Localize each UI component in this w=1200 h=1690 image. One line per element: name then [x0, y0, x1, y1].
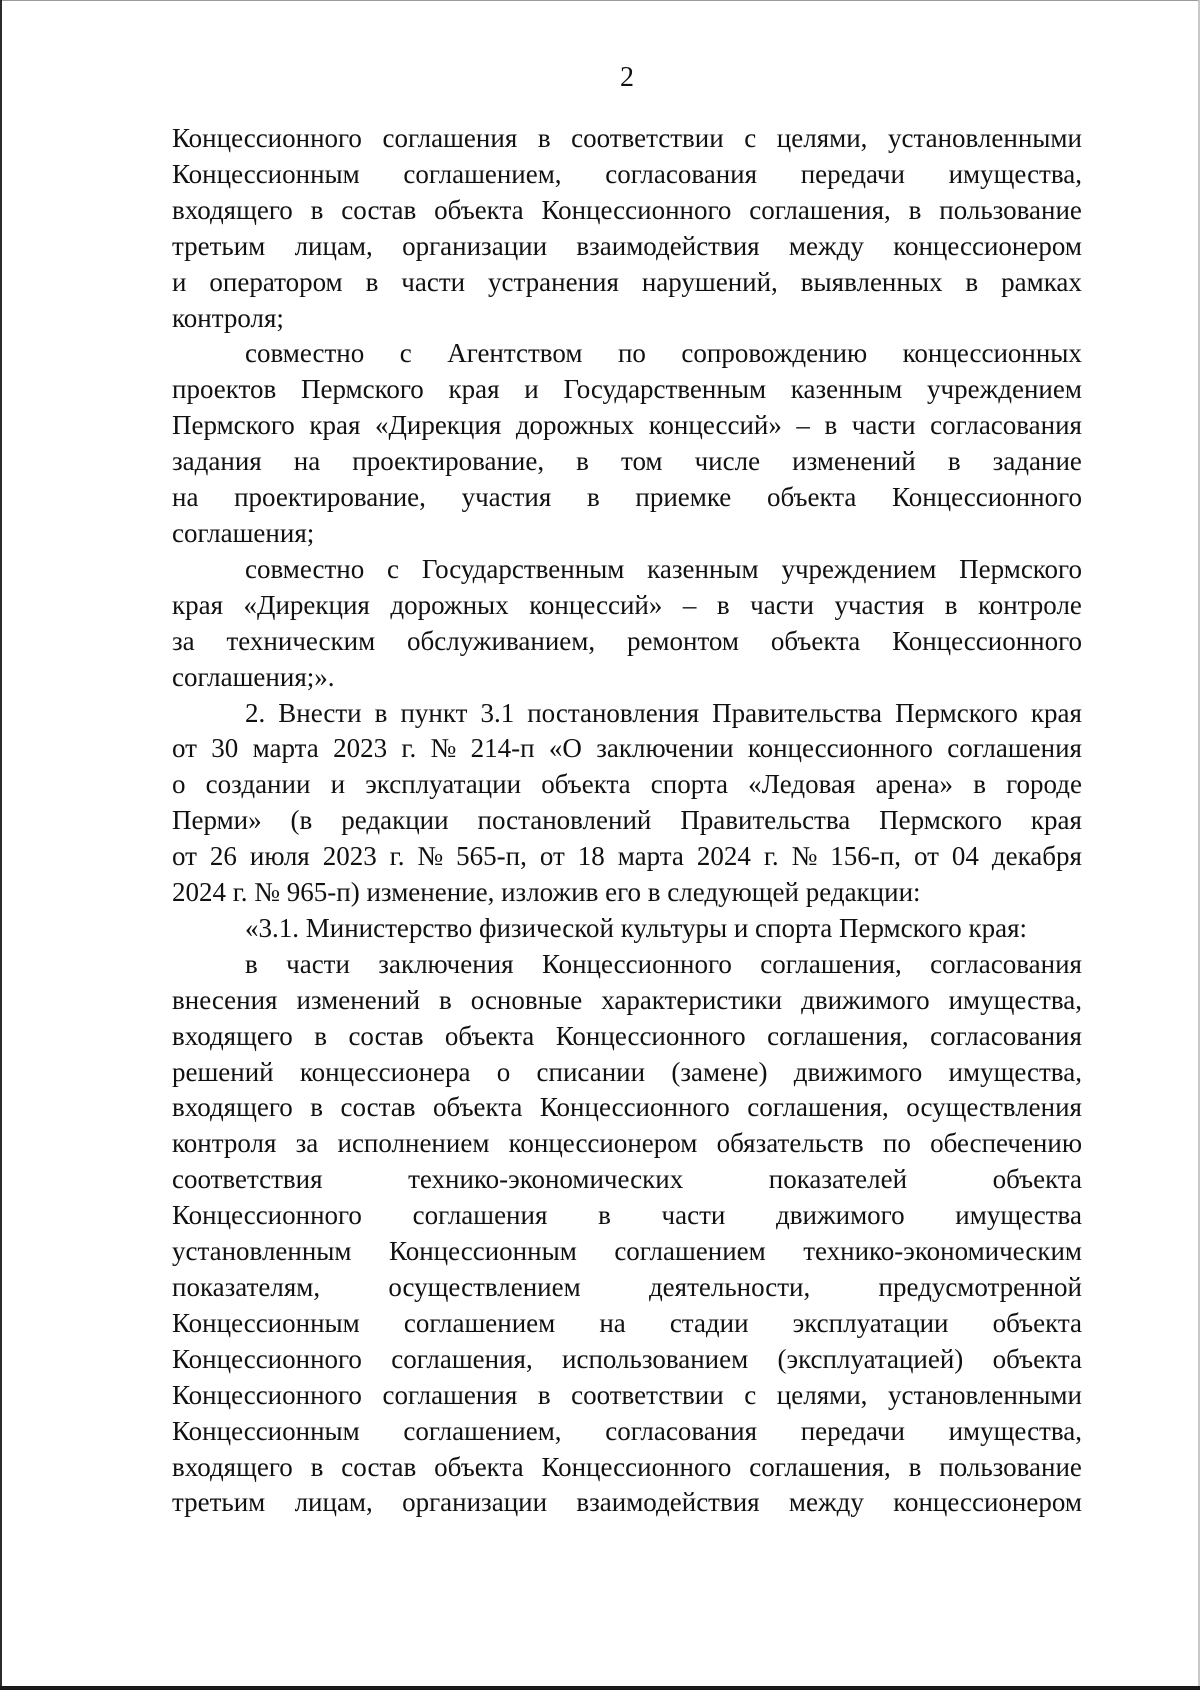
word: деятельности, [648, 1272, 811, 1302]
word: в [965, 266, 979, 297]
word: спорта [650, 769, 728, 800]
word: в [586, 482, 600, 513]
word: нарушений, [641, 266, 778, 297]
word: № [791, 841, 818, 872]
word: Концессионного [541, 1451, 732, 1482]
word: (в [290, 805, 313, 836]
word: соглашения, [747, 1092, 889, 1123]
word: части [401, 266, 466, 297]
word: на [599, 1307, 626, 1338]
word: в [537, 123, 551, 153]
word: состав [341, 1451, 417, 1482]
text-line: соглашения;». [172, 661, 335, 692]
word: «Ледовая [748, 769, 856, 800]
word: арена» [875, 769, 954, 800]
word: казенным [647, 553, 759, 584]
word: Концессионного [172, 123, 362, 153]
text-line [172, 1414, 1082, 1450]
word: края [172, 589, 224, 620]
word: края [309, 410, 361, 441]
word: имущества, [948, 158, 1082, 189]
word: марта [252, 733, 319, 764]
text-line [172, 1055, 1082, 1091]
word: концессионера [299, 1056, 471, 1087]
word: – [796, 410, 810, 441]
text-line [172, 1126, 1082, 1162]
word: Перми» [172, 805, 262, 836]
word: передачи [800, 1415, 905, 1446]
word: решений [172, 1056, 274, 1087]
word: концессий» [529, 589, 663, 620]
word: городе [1006, 769, 1082, 800]
word: выявленных [800, 266, 943, 297]
word: г. [401, 733, 417, 764]
document-body [172, 121, 1082, 1521]
word: постановления [527, 697, 700, 728]
word: Правительства [712, 697, 883, 728]
word: соглашения [412, 1200, 548, 1231]
word: соответствии [571, 123, 724, 153]
word: соглашением, [403, 1415, 562, 1446]
word: имущества, [948, 1056, 1082, 1087]
word: входящего [172, 194, 293, 225]
word: и [524, 374, 539, 405]
word: осуществлением [388, 1272, 581, 1302]
text-line [172, 1162, 1082, 1198]
word: лицам, [294, 230, 373, 261]
word: входящего [172, 1020, 293, 1051]
word: объекта [766, 482, 857, 513]
word: в [973, 769, 986, 800]
word: имущества [955, 1200, 1082, 1231]
word: (эксплуатацией) [777, 1343, 964, 1374]
word: изменений [296, 984, 421, 1015]
word: в [365, 266, 379, 297]
word: входящего [172, 1092, 293, 1123]
word: в [245, 948, 258, 979]
word: Внести [278, 697, 362, 728]
text-line: контроля; [172, 302, 284, 333]
word: участия [461, 482, 552, 513]
word: проектов [172, 374, 277, 405]
word: (замене) [671, 1056, 768, 1087]
word: согласования [930, 410, 1082, 441]
word: за [295, 1128, 319, 1159]
word: имущества, [948, 1415, 1082, 1446]
word: дорожных [390, 589, 509, 620]
word: 30 [211, 733, 239, 764]
word: с [399, 338, 412, 369]
word: и [172, 266, 187, 297]
word: пункт [400, 697, 468, 728]
text-line [172, 229, 1082, 265]
word: лицам, [294, 1487, 373, 1518]
text-line [172, 1090, 1082, 1126]
word: Пермского [879, 805, 1002, 836]
word: установленным [172, 1236, 352, 1267]
text-line: 2024 г. № 965-п) изменение, изложив его в следующей редакции: [172, 877, 921, 908]
word: пользование [939, 1451, 1082, 1482]
word: задание [992, 446, 1082, 477]
word: характеристики [601, 984, 783, 1015]
text-line [172, 552, 1082, 588]
word: в [310, 194, 324, 225]
word: проектирование, [234, 482, 426, 513]
word: части [851, 410, 916, 441]
text-line [172, 1378, 1082, 1414]
word: от [172, 733, 197, 764]
word: согласования [605, 158, 758, 189]
word: в [439, 984, 452, 1015]
word: пользование [939, 194, 1082, 225]
text-line [172, 480, 1082, 516]
word: исполнением [337, 1128, 490, 1159]
word: концессионером [508, 1128, 698, 1159]
word: Концессионного [172, 1379, 362, 1410]
word: с [744, 1379, 757, 1410]
text-line [172, 588, 1082, 624]
word: края [1030, 805, 1082, 836]
word: технико-экономических [408, 1164, 684, 1195]
text-line [172, 121, 1082, 157]
word: в [908, 194, 922, 225]
text-line [172, 947, 1082, 983]
word: «О [548, 733, 582, 764]
word: 04 [951, 841, 979, 872]
word: 3.1 [480, 697, 515, 728]
word: Концессионного [539, 1092, 730, 1123]
text-line [172, 839, 1082, 875]
word: участия [834, 589, 925, 620]
text-line: «3.1. Министерство физической культуры и спорта Пермского края: [245, 912, 1028, 943]
word: взаимодействия [576, 230, 760, 261]
word: совместно [245, 553, 365, 584]
text-line [172, 265, 1082, 301]
word: учреждением [781, 553, 937, 584]
word: имущества, [948, 984, 1082, 1015]
word: входящего [172, 1451, 293, 1482]
word: Концессионного [541, 948, 732, 979]
word: объекта [770, 625, 861, 656]
word: устранения [488, 266, 619, 297]
word: за [172, 625, 195, 656]
word: на [172, 482, 199, 513]
word: установленными [887, 1379, 1082, 1410]
word: в [537, 1379, 551, 1410]
word: объекта [433, 1092, 523, 1123]
word: Концессионного [172, 1200, 362, 1231]
word: в [824, 410, 838, 441]
word: соответствии [571, 1379, 724, 1410]
word: состав [348, 1020, 424, 1051]
word: 18 [577, 841, 605, 872]
word: заключения [378, 948, 514, 979]
word: соглашения [382, 1379, 518, 1410]
word: изменений [792, 446, 916, 477]
word: предусмотренной [878, 1272, 1082, 1302]
scan-edge-left [0, 0, 2, 1690]
word: концессионером [893, 230, 1082, 261]
word: Правительства [680, 805, 851, 836]
word: согласования [930, 948, 1082, 979]
word: соответствия [172, 1164, 323, 1195]
word: Концессионным [172, 158, 360, 189]
word: постановлений [477, 805, 652, 836]
word: «Дирекция [374, 410, 502, 441]
word: в [310, 1092, 324, 1123]
word: 156-п, [830, 841, 901, 872]
word: организации [402, 230, 548, 261]
word: о [496, 1056, 511, 1087]
word: объекта [992, 1164, 1082, 1195]
word: в [598, 1200, 611, 1231]
word: взаимодействия [576, 1487, 760, 1518]
word: задания [172, 446, 262, 477]
word: соглашения, [749, 194, 891, 225]
word: – [682, 589, 697, 620]
word: края [1030, 697, 1082, 728]
word: 2. [245, 697, 266, 728]
word: числе [694, 446, 761, 477]
word: состав [341, 194, 417, 225]
word: показателей [768, 1164, 908, 1195]
text-line [172, 1485, 1082, 1521]
word: организации [402, 1487, 548, 1518]
word: Государственным [421, 553, 625, 584]
word: техническим [226, 625, 376, 656]
text-line [172, 1450, 1082, 1486]
text-line [172, 1270, 1082, 1306]
page-number: 2 [620, 62, 634, 93]
word: редакции [341, 805, 449, 836]
word: № [430, 733, 457, 764]
word: обеспечению [930, 1128, 1082, 1159]
word: соглашением, [403, 158, 562, 189]
word: по [617, 338, 646, 369]
word: совместно [245, 338, 365, 369]
word: соглашения [382, 123, 518, 153]
word: от [172, 841, 197, 872]
word: соглашения, [749, 1451, 891, 1482]
word: основные [470, 984, 583, 1015]
word: состав [340, 1092, 416, 1123]
word: Пермского [172, 410, 295, 441]
word: стадии [669, 1307, 749, 1338]
word: соглашения, [391, 1343, 533, 1374]
word: Концессионного [892, 625, 1082, 656]
word: объекта [992, 1307, 1082, 1338]
word: эксплуатации [792, 1307, 949, 1338]
text-line [172, 1342, 1082, 1378]
word: концессионных [902, 338, 1082, 369]
text-line [172, 157, 1082, 193]
word: создании [205, 769, 311, 800]
word: объекта [992, 1343, 1082, 1374]
word: осуществления [906, 1092, 1082, 1123]
word: сопровождению [681, 338, 868, 369]
text-line [172, 1234, 1082, 1270]
word: Концессионным [172, 1415, 360, 1446]
word: рамках [1001, 266, 1082, 297]
word: в [716, 589, 730, 620]
word: в [944, 589, 958, 620]
word: передачи [800, 158, 905, 189]
text-line [172, 193, 1082, 229]
word: г. [389, 841, 405, 872]
word: марта [617, 841, 684, 872]
word: показателям, [172, 1272, 321, 1302]
word: движимого [801, 984, 930, 1015]
word: в [947, 446, 961, 477]
word: Концессионным [389, 1236, 577, 1267]
text-line [172, 1306, 1082, 1342]
scan-edge-top [0, 0, 1200, 1]
word: приемке [635, 482, 732, 513]
word: концессионного [747, 733, 933, 764]
word: казенным [790, 374, 903, 405]
word: эксплуатации [365, 769, 522, 800]
word: концессионером [893, 1487, 1082, 1518]
text-line [172, 1019, 1082, 1055]
word: ремонтом [626, 625, 739, 656]
text-line [172, 767, 1082, 803]
word: объекта [434, 194, 524, 225]
word: между [788, 1487, 864, 1518]
word: третьим [172, 1487, 266, 1518]
word: контроле [977, 589, 1082, 620]
word: согласования [930, 1020, 1082, 1051]
word: Концессионного [541, 194, 732, 225]
word: объекта [434, 1451, 524, 1482]
word: Концессионным [172, 1307, 360, 1338]
text-line [172, 624, 1082, 660]
word: соглашения, [767, 1020, 909, 1051]
word: целями, [776, 123, 868, 153]
word: Пермского [959, 553, 1082, 584]
word: в [374, 697, 388, 728]
word: между [788, 230, 864, 261]
word: учреждением [927, 374, 1082, 405]
text-line [172, 731, 1082, 767]
word: в [314, 1020, 327, 1051]
word: объекта [541, 769, 631, 800]
word: Концессионного [892, 482, 1082, 513]
word: Государственным [563, 374, 767, 405]
word: декабря [991, 841, 1082, 872]
word: движимого [776, 1200, 905, 1231]
scan-edge-bottom [0, 1686, 1200, 1690]
word: от [539, 841, 565, 872]
word: в [310, 1451, 324, 1482]
word: дорожных [515, 410, 635, 441]
word: объекта [444, 1020, 535, 1051]
word: в [908, 1451, 922, 1482]
word: части [750, 589, 814, 620]
word: Пермского [300, 374, 424, 405]
word: концессий» [648, 410, 782, 441]
word: третьим [172, 230, 266, 261]
word: края [448, 374, 500, 405]
word: г. [763, 841, 779, 872]
word: согласования [605, 1415, 758, 1446]
word: с [387, 553, 400, 584]
word: заключении [596, 733, 734, 764]
word: целями, [776, 1379, 868, 1410]
text-line [172, 408, 1082, 444]
word: с [744, 123, 757, 153]
word: в [576, 446, 589, 477]
word: по [882, 1128, 911, 1159]
word: на [293, 446, 321, 477]
word: 2023 [322, 841, 377, 872]
text-line [172, 803, 1082, 839]
word: 26 [209, 841, 237, 872]
word: соглашения, [760, 948, 902, 979]
text-line: соглашения; [172, 517, 315, 548]
word: части [661, 1200, 726, 1231]
text-line [172, 1198, 1082, 1234]
word: установленными [887, 123, 1082, 153]
text-line [172, 983, 1082, 1019]
word: июля [249, 841, 310, 872]
word: и [330, 769, 346, 800]
text-line [172, 372, 1082, 408]
word: Концессионного [172, 1343, 362, 1374]
word: от [913, 841, 939, 872]
word: 2024 [696, 841, 751, 872]
word: проектирование, [352, 446, 545, 477]
word: № [417, 841, 444, 872]
word: «Дирекция [243, 589, 370, 620]
word: 565-п, [456, 841, 527, 872]
word: оператором [209, 266, 343, 297]
word: части [286, 948, 350, 979]
word: контроля [172, 1128, 277, 1159]
word: внесения [172, 984, 278, 1015]
word: движимого [793, 1056, 923, 1087]
word: 2023 [333, 733, 388, 764]
word: соглашением [403, 1307, 556, 1338]
word: обслуживанием, [407, 625, 596, 656]
word: Пермского [895, 697, 1018, 728]
word: 214-п [470, 733, 535, 764]
word: том [621, 446, 663, 477]
word: Концессионного [555, 1020, 746, 1051]
text-line [172, 336, 1082, 372]
word: списании [536, 1056, 646, 1087]
word: технико-экономическим [803, 1236, 1082, 1267]
word: использованием [562, 1343, 749, 1374]
word: о [172, 769, 186, 800]
text-line [172, 444, 1082, 480]
word: соглашения [947, 733, 1082, 764]
text-line [172, 696, 1082, 732]
word: Агентством [447, 338, 583, 369]
word: соглашением [614, 1236, 766, 1267]
word: обязательств [716, 1128, 864, 1159]
